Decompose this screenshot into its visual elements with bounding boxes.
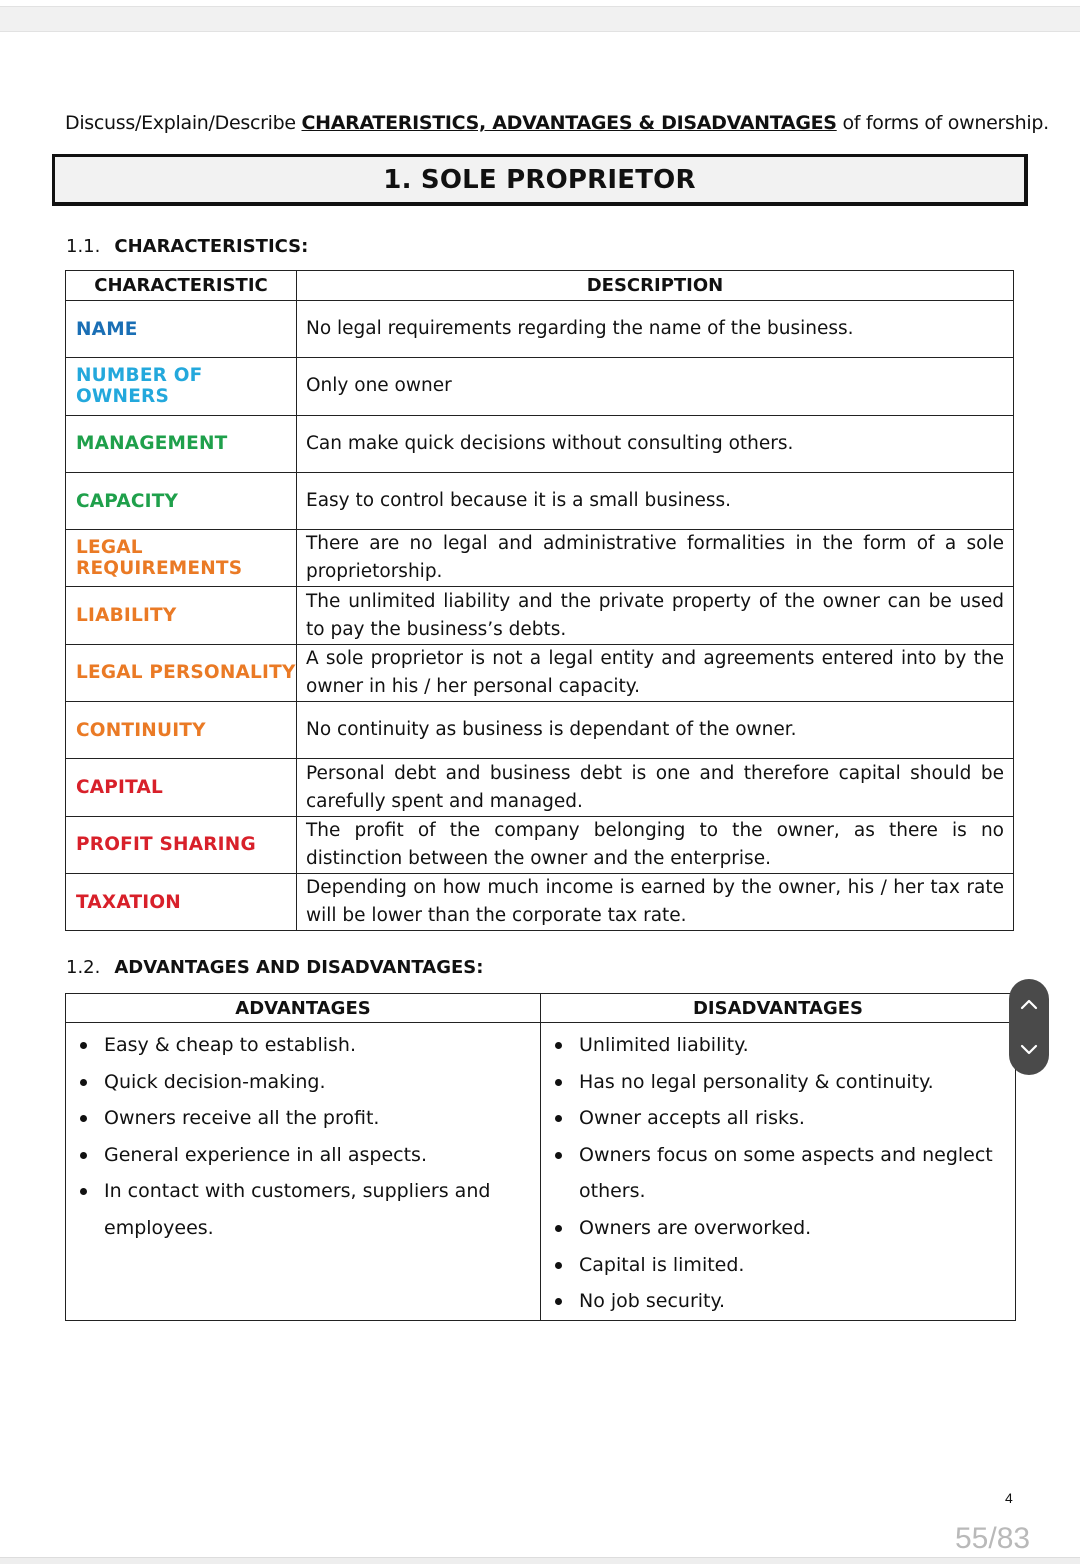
- page-scroll-control: [1009, 979, 1049, 1075]
- list-item: Owners receive all the profit.: [66, 1100, 540, 1137]
- section-title-box: [52, 154, 1028, 206]
- scroll-down-button[interactable]: [1009, 1030, 1049, 1070]
- table-row: [66, 759, 1014, 816]
- disadvantages-cell: [541, 1023, 1016, 1321]
- table-row: [66, 472, 1014, 529]
- disadvantages-list: [541, 1023, 1015, 1320]
- table-row: [66, 702, 1014, 759]
- advantages-list: [66, 1023, 540, 1247]
- table-header-row: [66, 271, 1014, 301]
- characteristic-label: CAPACITY: [66, 472, 297, 529]
- viewer-top-bar: [0, 0, 1080, 32]
- viewer-bottom-bar: [0, 1557, 1080, 1564]
- table-row: [66, 1023, 1016, 1321]
- table-row: [66, 301, 1014, 358]
- list-item: Owners focus on some aspects and neglect others.: [541, 1137, 1015, 1210]
- characteristic-description: There are no legal and administrative formalities in the form of a sole proprietorship.: [297, 530, 1014, 587]
- table-header-row: [66, 994, 1016, 1023]
- characteristic-description: No continuity as business is dependant of the owner.: [297, 702, 1014, 759]
- characteristic-label: TAXATION: [66, 873, 297, 930]
- heading-text: CHARACTERISTICS:: [114, 236, 309, 257]
- characteristic-label: LEGAL PERSONALITY: [66, 644, 297, 701]
- scroll-up-button[interactable]: [1009, 984, 1049, 1024]
- table-row: [66, 358, 1014, 415]
- column-header-description: DESCRIPTION: [297, 271, 1014, 301]
- characteristic-description: Depending on how much income is earned by the owner, his / her tax rate will be lower than the corporate tax rate.: [297, 873, 1014, 930]
- advantages-heading: [66, 957, 483, 978]
- list-item: Has no legal personality & continuity.: [541, 1064, 1015, 1101]
- list-item: Easy & cheap to establish.: [66, 1027, 540, 1064]
- characteristic-description: A sole proprietor is not a legal entity and agreements entered into by the owner in his / her personal capacity.: [297, 644, 1014, 701]
- characteristic-label: NUMBER OF OWNERS: [66, 358, 297, 415]
- heading-number: 1.1.: [66, 236, 101, 257]
- table-row: [66, 816, 1014, 873]
- chevron-up-icon: [1019, 998, 1039, 1010]
- characteristic-label: LIABILITY: [66, 587, 297, 644]
- chevron-down-icon: [1019, 1044, 1039, 1056]
- characteristic-label: CONTINUITY: [66, 702, 297, 759]
- instruction-emphasis: CHARATERISTICS, ADVANTAGES & DISADVANTAGES: [301, 112, 837, 134]
- list-item: No job security.: [541, 1283, 1015, 1320]
- characteristic-label: PROFIT SHARING: [66, 816, 297, 873]
- list-item: In contact with customers, suppliers and employees.: [66, 1173, 540, 1246]
- table-row: [66, 587, 1014, 644]
- table-row: [66, 873, 1014, 930]
- list-item: Owner accepts all risks.: [541, 1100, 1015, 1137]
- characteristic-description: Can make quick decisions without consulting others.: [297, 415, 1014, 472]
- characteristics-table: [65, 270, 1014, 931]
- heading-text: ADVANTAGES AND DISADVANTAGES:: [114, 957, 484, 978]
- section-title: 1. SOLE PROPRIETOR: [383, 164, 696, 195]
- characteristic-label: CAPITAL: [66, 759, 297, 816]
- column-header-disadvantages: DISADVANTAGES: [541, 994, 1016, 1023]
- column-header-advantages: ADVANTAGES: [66, 994, 541, 1023]
- characteristic-description: The profit of the company belonging to the owner, as there is no distinction between the owner and the enterprise.: [297, 816, 1014, 873]
- list-item: Capital is limited.: [541, 1247, 1015, 1284]
- heading-number: 1.2.: [66, 957, 101, 978]
- characteristic-description: Easy to control because it is a small business.: [297, 472, 1014, 529]
- characteristic-description: Only one owner: [297, 358, 1014, 415]
- table-row: [66, 530, 1014, 587]
- instruction-line: [65, 112, 1049, 134]
- list-item: Quick decision-making.: [66, 1064, 540, 1101]
- instruction-suffix: of forms of ownership.: [836, 112, 1049, 134]
- instruction-prefix: Discuss/Explain/Describe: [65, 112, 302, 134]
- list-item: General experience in all aspects.: [66, 1137, 540, 1174]
- column-header-characteristic: CHARACTERISTIC: [66, 271, 297, 301]
- characteristic-description: Personal debt and business debt is one and therefore capital should be carefully spent and managed.: [297, 759, 1014, 816]
- characteristic-description: No legal requirements regarding the name of the business.: [297, 301, 1014, 358]
- table-row: [66, 644, 1014, 701]
- viewer-toolbar-strip: [0, 6, 1080, 32]
- list-item: Unlimited liability.: [541, 1027, 1015, 1064]
- characteristic-label: MANAGEMENT: [66, 415, 297, 472]
- characteristic-label: NAME: [66, 301, 297, 358]
- table-row: [66, 415, 1014, 472]
- document-page-number: 4: [1005, 1490, 1013, 1506]
- characteristic-description: The unlimited liability and the private property of the owner can be used to pay the business’s debts.: [297, 587, 1014, 644]
- advantages-cell: [66, 1023, 541, 1321]
- advantages-disadvantages-table: [65, 993, 1016, 1321]
- characteristics-heading: [66, 236, 308, 257]
- page-counter: 55/83: [955, 1522, 1031, 1555]
- list-item: Owners are overworked.: [541, 1210, 1015, 1247]
- characteristic-label: LEGAL REQUIREMENTS: [66, 530, 297, 587]
